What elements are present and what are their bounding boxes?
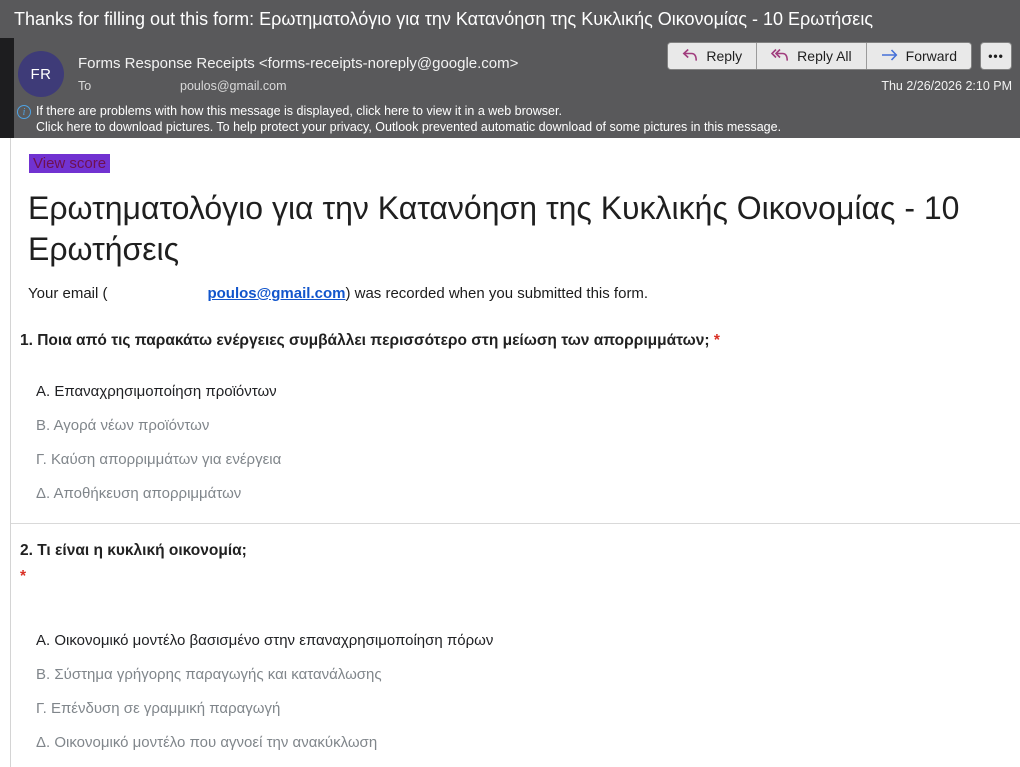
email-line-prefix: Your email ( xyxy=(28,285,108,302)
question-1-options xyxy=(11,383,1020,503)
answer-option: Δ. Αποθήκευση απορριμμάτων xyxy=(36,485,242,502)
answer-option: Δ. Οικονομικό μοντέλο που αγνοεί την ανακύκλωση xyxy=(36,734,378,751)
message-date: Thu 2/26/2026 2:10 PM xyxy=(881,79,1012,93)
recipient-address: poulos@gmail.com xyxy=(180,79,287,93)
avatar[interactable]: FR xyxy=(18,51,64,97)
forward-label: Forward xyxy=(905,48,957,64)
forward-arrow-icon xyxy=(881,48,898,64)
subject-bar: Thanks for filling out this form: Ερωτηματολόγιο για την Κατανόηση της Κυκλικής Οικονομίας - 10 Ερωτήσεις xyxy=(0,0,1020,38)
recipient-email-link[interactable]: poulos@gmail.com xyxy=(207,285,346,302)
reply-all-arrow-icon xyxy=(771,48,789,65)
section-divider xyxy=(11,523,1020,524)
reply-label: Reply xyxy=(706,48,743,64)
required-asterisk: * xyxy=(20,568,27,585)
question-2-options xyxy=(11,632,1020,752)
reply-arrow-icon xyxy=(682,48,698,65)
message-actions xyxy=(667,42,972,70)
message-header xyxy=(0,38,1020,138)
view-score-link[interactable]: View score xyxy=(29,154,110,173)
answer-option: Γ. Καύση απορριμμάτων για ενέργεια xyxy=(36,451,282,468)
more-options-button[interactable] xyxy=(980,42,1012,70)
answer-option: Α. Επαναχρησιμοποίηση προϊόντων xyxy=(36,383,277,400)
email-line-suffix: ) was recorded when you submitted this form. xyxy=(345,285,649,302)
to-label: To xyxy=(78,79,92,93)
reading-pane-edge xyxy=(0,38,14,138)
required-asterisk-line xyxy=(20,568,1020,586)
info-circle-icon: i xyxy=(17,105,31,119)
email-recorded-line xyxy=(28,285,1020,302)
answer-option: Α. Οικονομικό μοντέλο βασισμένο στην επαναχρησιμοποίηση πόρων xyxy=(36,632,494,649)
reply-all-button[interactable] xyxy=(757,43,866,69)
notice-view-in-browser[interactable]: If there are problems with how this message is displayed, click here to view it in a web browser. xyxy=(36,104,562,118)
answer-option: Β. Σύστημα γρήγορης παραγωγής και κατανάλωσης xyxy=(36,666,382,683)
forward-button[interactable] xyxy=(867,43,971,69)
form-title: Ερωτηματολόγιο για την Κατανόηση της Κυκλικής Οικονομίας - 10 Ερωτήσεις xyxy=(28,190,960,267)
sender-address: Forms Response Receipts <forms-receipts-noreply@google.com> xyxy=(78,55,519,72)
reply-button[interactable] xyxy=(668,43,757,69)
question-2-title: 2. Τι είναι η κυκλική οικονομία; xyxy=(20,542,247,559)
answer-option: Β. Αγορά νέων προϊόντων xyxy=(36,417,210,434)
question-1-title xyxy=(20,332,1020,350)
message-body xyxy=(0,138,1020,767)
question-1-text: 1. Ποια από τις παρακάτω ενέργειες συμβάλλει περισσότερο στη μείωση των απορριμμάτων; xyxy=(20,332,710,349)
required-asterisk: * xyxy=(713,332,720,349)
answer-option: Γ. Επένδυση σε γραμμική παραγωγή xyxy=(36,700,281,717)
reply-all-label: Reply All xyxy=(797,48,852,64)
more-options-icon: ••• xyxy=(988,49,1004,63)
email-content-frame xyxy=(10,138,1020,767)
notice-download-pictures[interactable]: Click here to download pictures. To help protect your privacy, Outlook prevented automatic download of some pictures in this message. xyxy=(36,120,782,134)
